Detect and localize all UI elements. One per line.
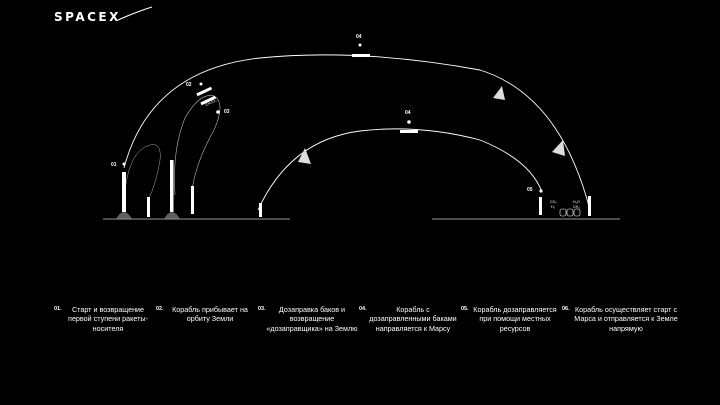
step-03-number: 03. [258,306,266,312]
step-04 [359,305,459,333]
mars-ship-landed-icon [539,189,543,215]
chem-ch4-o2: CH₄/O₂ [204,98,218,107]
step-01-number: 01. [54,306,62,312]
refuel-orbit-marker [216,110,220,114]
spacex-logo: SPACEX [54,10,121,24]
marker-02: 02 [186,82,192,88]
propellant-plant-icon [560,209,580,216]
step-04-number: 04. [359,306,367,312]
chem-co2: CO₂ [550,200,557,204]
step-05-text: Корабль дозаправляется при помощи местных ресурсов [473,305,557,333]
tanker-launch-icon [164,160,180,219]
step-02-number: 02. [156,306,164,312]
step-03 [258,305,358,333]
booster-landing-icon [147,197,150,217]
marker-03: 03 [224,109,230,115]
chem-h2: H₂ [551,205,555,209]
return-arc [258,129,542,210]
mars-departure-icon [588,196,591,216]
marker-04-outer: 04 [356,34,362,40]
chem-ch4: CH₄ [573,205,580,209]
step-06-number: 06. [562,306,570,312]
marker-05: 05 [527,187,533,193]
step-05-number: 05. [461,306,469,312]
chem-h2o: H₂O [573,200,580,204]
ship-cruise-inner-icon [400,120,418,133]
tanker-landing-icon [191,186,194,214]
step-03-text: Дозаправка баков и возвращение «дозаправщика» на Землю [266,305,358,333]
ship-descent-right-1 [493,86,505,100]
marker-04-inner: 04 [405,110,411,116]
marker-01: 01 [111,162,117,168]
step-02 [156,305,256,324]
step-06 [562,305,682,333]
step-05 [461,305,561,333]
booster-return-path [125,145,160,200]
ship-descent-right-2 [552,140,565,156]
step-04-text: Корабль с дозаправленными баками направляется к Марсу [369,305,457,333]
step-02-text: Корабль прибывает на орбиту Земли [172,305,248,324]
step-01-text: Старт и возвращение первой ступени ракеты-носителя [68,305,148,333]
step-06-text: Корабль осуществляет старт с Марса и отправляется к Земле напрямую [574,305,678,333]
tanker-return-path [174,95,220,195]
ship-cruise-outer-icon [352,44,370,58]
rocket-launch-icon [116,172,132,219]
step-01 [54,305,154,333]
ship-descent-left [298,148,311,164]
ship-landing-earth-icon [259,203,262,217]
